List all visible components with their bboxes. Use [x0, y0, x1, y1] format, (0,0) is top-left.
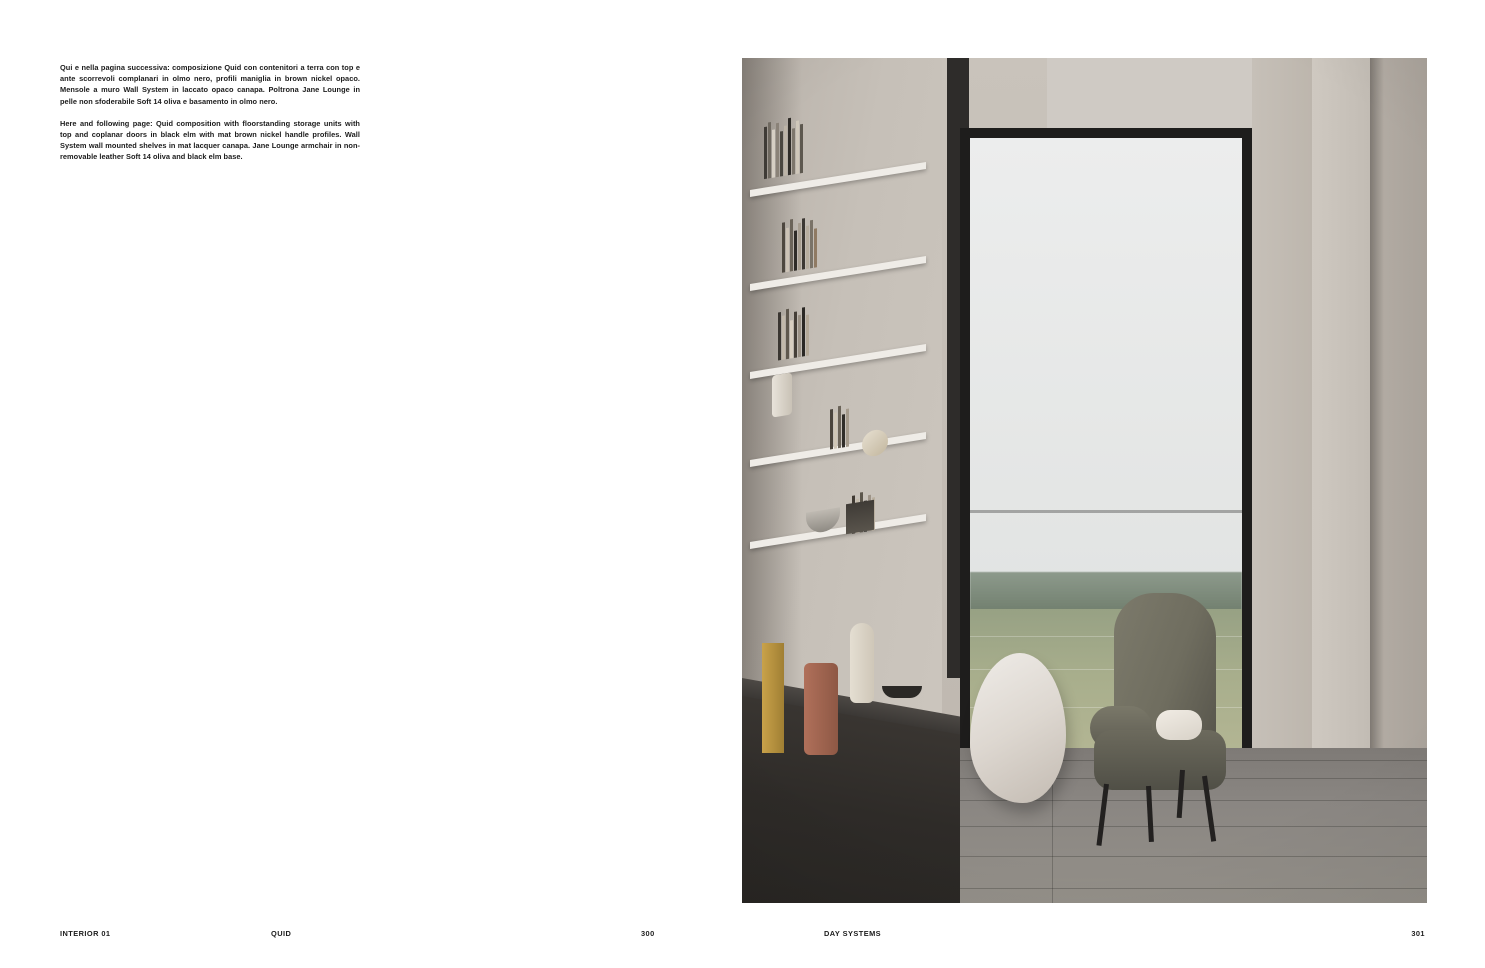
- dark-bowl: [882, 686, 922, 698]
- right-page: [742, 0, 1485, 968]
- tall-cream-vase: [850, 623, 874, 703]
- books-row: [782, 213, 817, 273]
- caption-italian: Qui e nella pagina successiva: composizione Quid con contenitori a terra con top e ante scorrevoli complanari in olmo nero, profili maniglia in brown nickel opaco. Mensole a muro Wall System in laccato opaco canapa. Poltrona Jane Lounge in pelle non sfoderabile Soft 14 oliva e basamento in olmo nero.: [60, 63, 360, 106]
- footer-left-product: QUID: [271, 929, 292, 938]
- books-row: [830, 402, 849, 449]
- footer-right-section: DAY SYSTEMS: [824, 929, 882, 938]
- window-mullion: [970, 510, 1242, 513]
- shelf-object-box: [846, 500, 874, 534]
- spread-footer: [0, 908, 1485, 968]
- footer-right-page-number: 301: [1411, 929, 1425, 938]
- caption-block: [60, 62, 360, 163]
- left-page: [0, 0, 742, 968]
- armchair-throw: [1156, 710, 1202, 740]
- footer-left-section: INTERIOR 01: [60, 929, 111, 938]
- wall-right-pillar: [1312, 58, 1370, 848]
- footer-left-page-number: 300: [641, 929, 655, 938]
- books-row: [778, 304, 809, 361]
- sky: [970, 138, 1242, 584]
- books-row: [764, 115, 803, 179]
- terracotta-vase: [804, 663, 838, 755]
- interior-photograph: [742, 58, 1427, 903]
- amber-vase: [762, 643, 784, 753]
- shelf-object-cylinder: [772, 372, 792, 417]
- caption-english: Here and following page: Quid composition with floorstanding storage units with top and coplanar doors in black elm with mat brown nickel handle profiles. Wall System wall mounted shelves in mat lacquer canapa. Jane Lounge armchair in non-removable leather Soft 14 oliva and black elm base.: [60, 118, 360, 162]
